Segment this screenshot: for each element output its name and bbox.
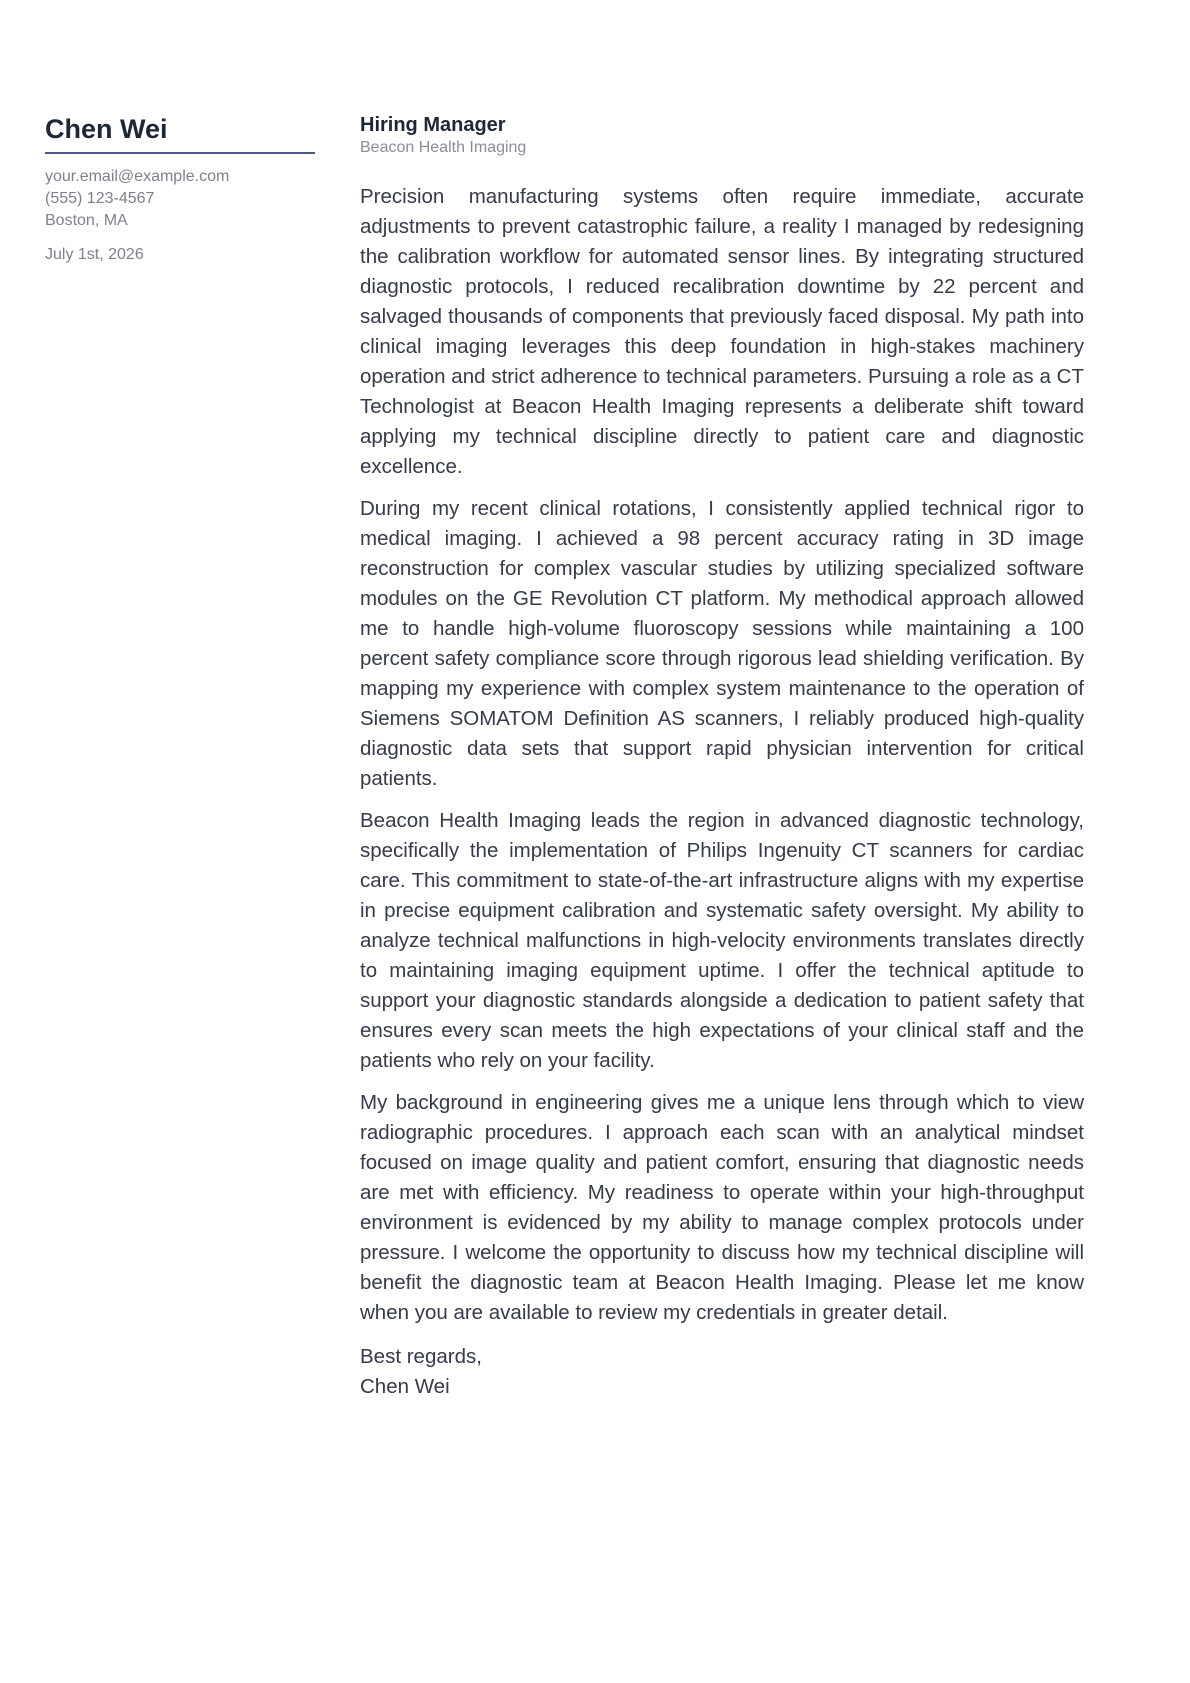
sender-sidebar: [45, 112, 315, 266]
closing-salutation: Best regards,: [360, 1345, 482, 1368]
sender-phone: (555) 123-4567: [45, 190, 155, 207]
closing-block: [360, 1342, 1084, 1402]
recipient-organization: Beacon Health Imaging: [360, 139, 527, 156]
contact-block: [45, 166, 315, 232]
sender-email: your.email@example.com: [45, 168, 230, 185]
letter-main: [360, 112, 1084, 1402]
body-paragraph-4: My background in engineering gives me a unique lens through which to view radiographic procedures. I approach each scan with an analytical mindset focused on image quality and patient comfort, ensuring that diagnostic needs are met with efficiency. My readiness to operate within your high-throughput environment is evidenced by my ability to manage complex protocols under pressure. I welcome the opportunity to discuss how my technical discipline will benefit the diagnostic team at Beacon Health Imaging. Please let me know when you are available to review my credentials in greater detail.: [360, 1091, 1084, 1324]
letter-body: [360, 182, 1084, 1328]
body-paragraph-1: Precision manufacturing systems often require immediate, accurate adjustments to prevent catastrophic failure, a reality I managed by redesigning the calibration workflow for automated sensor lines. By integrating structured diagnostic protocols, I reduced recalibration downtime by 22 percent and salvaged thousands of components that previously faced disposal. My path into clinical imaging leverages this deep foundation in high-stakes machinery operation and strict adherence to technical parameters. Pursuing a role as a CT Technologist at Beacon Health Imaging represents a deliberate shift toward applying my technical discipline directly to patient care and diagnostic excellence.: [360, 185, 1084, 478]
sender-name: Chen Wei: [45, 112, 315, 154]
recipient-title: Hiring Manager: [360, 114, 506, 136]
body-paragraph-3: Beacon Health Imaging leads the region in advanced diagnostic technology, specifically the implementation of Philips Ingenuity CT scanners for cardiac care. This commitment to state-of-the-art infrastructure aligns with my expertise in precise equipment calibration and systematic safety oversight. My ability to analyze technical malfunctions in high-velocity environments translates directly to maintaining imaging equipment uptime. I offer the technical aptitude to support your diagnostic standards alongside a dedication to patient safety that ensures every scan meets the high expectations of your clinical staff and the patients who rely on your facility.: [360, 809, 1084, 1072]
letter-date: July 1st, 2026: [45, 246, 144, 263]
recipient-block: [360, 112, 1084, 158]
closing-signature: Chen Wei: [360, 1375, 450, 1398]
sender-location: Boston, MA: [45, 212, 128, 229]
body-paragraph-2: During my recent clinical rotations, I consistently applied technical rigor to medical imaging. I achieved a 98 percent accuracy rating in 3D image reconstruction for complex vascular studies by utilizing specialized software modules on the GE Revolution CT platform. My methodical approach allowed me to handle high-volume fluoroscopy sessions while maintaining a 100 percent safety compliance score through rigorous lead shielding verification. By mapping my experience with complex system maintenance to the operation of Siemens SOMATOM Definition AS scanners, I reliably produced high-quality diagnostic data sets that support rapid physician intervention for critical patients.: [360, 497, 1084, 790]
